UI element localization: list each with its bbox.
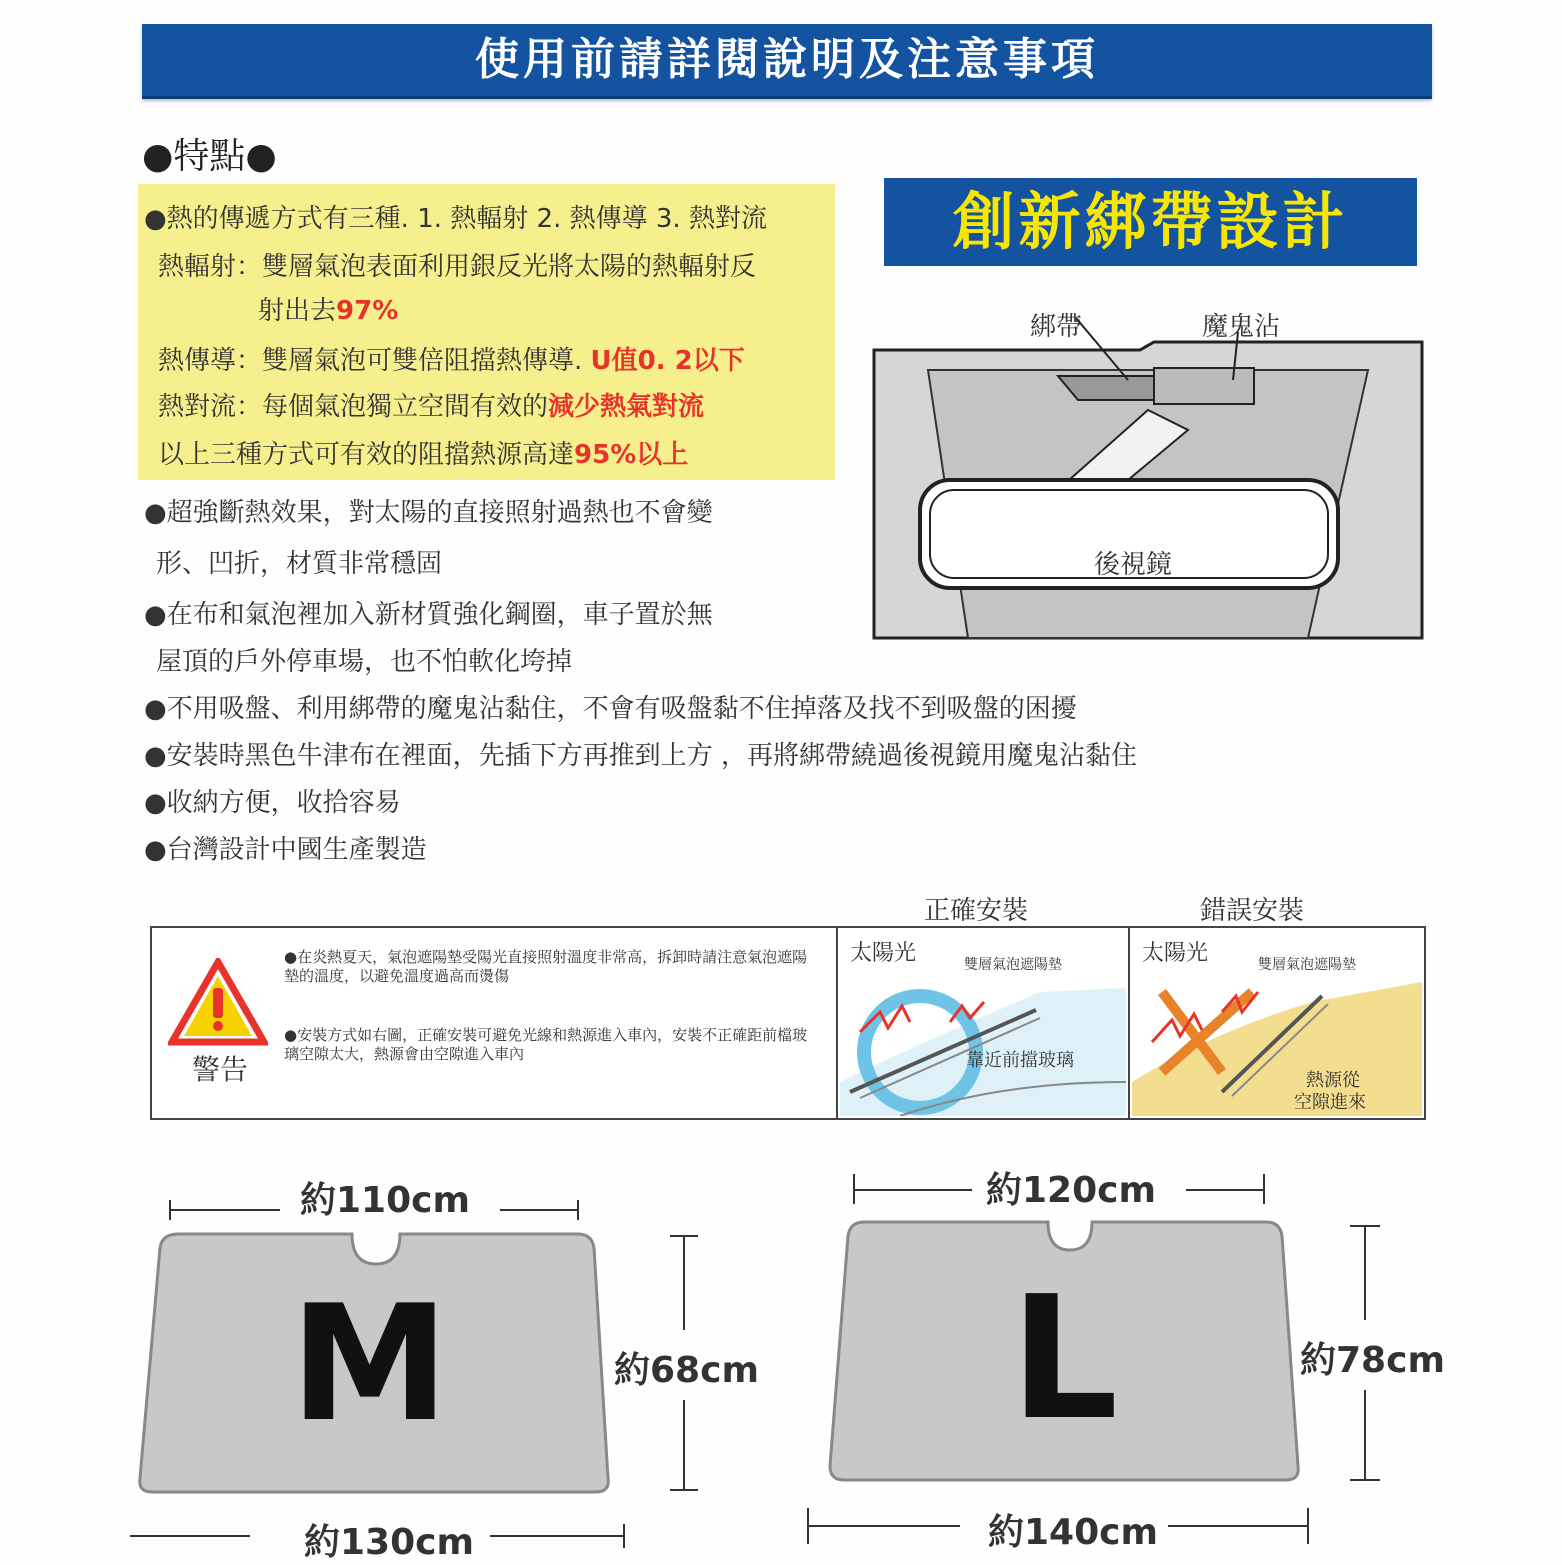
radiation-percent: 97% bbox=[336, 296, 399, 326]
feature-bullet: 形、凹折，材質非常穩固 bbox=[156, 549, 443, 579]
correct-install-title: 正確安裝 bbox=[924, 896, 1029, 926]
warning-label: 警告 bbox=[192, 1053, 249, 1086]
size-m-height: 約68cm bbox=[614, 1350, 759, 1391]
radiation-text: 射出去 bbox=[258, 296, 337, 326]
size-l-letter: L bbox=[1010, 1260, 1119, 1458]
features-title: ●特點● bbox=[142, 136, 277, 177]
summary-line bbox=[158, 434, 688, 471]
near-glass-label: 靠近前擋玻璃 bbox=[966, 1050, 1074, 1071]
convection-line bbox=[158, 386, 704, 423]
warning-box bbox=[150, 926, 1426, 1120]
correct-pad-label: 雙層氣泡遮陽墊 bbox=[964, 957, 1062, 973]
velcro-label: 魔鬼沾 bbox=[1202, 312, 1281, 342]
strap-design-title: 創新綁帶設計 bbox=[884, 178, 1417, 266]
radiation-line-cont bbox=[258, 290, 398, 327]
feature-bullet: ●台灣設計中國生產製造 bbox=[144, 835, 427, 865]
mirror-label: 後視鏡 bbox=[1094, 550, 1173, 580]
conduction-text: 熱傳導：雙層氣泡可雙倍阻擋熱傳導. bbox=[158, 346, 591, 376]
warning-text-2: ●安裝方式如右圖，正確安裝可避免光線和熱源進入車內，安裝不正確距前檔玻璃空隙太大，熱源會由空隙進入車內 bbox=[284, 1026, 808, 1063]
wrong-pad-label: 雙層氣泡遮陽墊 bbox=[1258, 957, 1356, 973]
size-m-bottom-width: 約130cm bbox=[304, 1522, 474, 1563]
wrong-sun-label: 太陽光 bbox=[1142, 941, 1209, 966]
correct-sun-label: 太陽光 bbox=[850, 941, 917, 966]
heat-gap-label-2: 空隙進來 bbox=[1294, 1092, 1366, 1113]
page-banner: 使用前請詳閱說明及注意事項 bbox=[142, 24, 1432, 99]
feature-bullet: ●不用吸盤、利用綁帶的魔鬼沾黏住，不會有吸盤黏不住掉落及找不到吸盤的困擾 bbox=[144, 694, 1077, 724]
rearview-mirror-illustration bbox=[868, 280, 1428, 644]
heat-transfer-box bbox=[138, 184, 835, 480]
warning-icon bbox=[168, 958, 268, 1048]
size-l-top-width: 約120cm bbox=[986, 1170, 1156, 1211]
feature-bullet: ●超強斷熱效果，對太陽的直接照射過熱也不會變 bbox=[144, 498, 713, 528]
heat-gap-label-1: 熱源從 bbox=[1306, 1070, 1360, 1091]
conduction-line bbox=[158, 340, 745, 377]
heat-transfer-intro: ●熱的傳遞方式有三種. 1. 熱輻射 2. 熱傳導 3. 熱對流 bbox=[144, 204, 767, 234]
size-m-letter: M bbox=[290, 1270, 450, 1457]
summary-text: 以上三種方式可有效的阻擋熱源高達 bbox=[158, 440, 575, 470]
feature-bullet: ●安裝時黑色牛津布在裡面，先插下方再推到上方 ，再將綁帶繞過後視鏡用魔鬼沾黏住 bbox=[144, 741, 1137, 771]
size-l-bottom-width: 約140cm bbox=[988, 1512, 1158, 1553]
feature-bullet: ●收納方便，收拾容易 bbox=[144, 788, 401, 818]
convection-highlight: 減少熱氣對流 bbox=[548, 392, 705, 422]
warning-text-1: ●在炎熱夏天，氣泡遮陽墊受陽光直接照射溫度非常高，拆卸時請注意氣泡遮陽墊的溫度，以避免溫度過高而燙傷 bbox=[284, 948, 808, 985]
convection-text: 熱對流：每個氣泡獨立空間有效的 bbox=[158, 392, 549, 422]
size-l-height: 約78cm bbox=[1300, 1340, 1445, 1381]
conduction-value: U值0. 2以下 bbox=[590, 346, 745, 376]
radiation-line: 熱輻射：雙層氣泡表面利用銀反光將太陽的熱輻射反 bbox=[158, 252, 757, 282]
wrong-install-title: 錯誤安裝 bbox=[1200, 896, 1305, 926]
size-m-top-width: 約110cm bbox=[300, 1180, 470, 1221]
feature-bullet: ●在布和氣泡裡加入新材質強化鋼圈，車子置於無 bbox=[144, 600, 713, 630]
strap-label: 綁帶 bbox=[1030, 312, 1083, 342]
feature-bullet: 屋頂的戶外停車場，也不怕軟化垮掉 bbox=[156, 647, 573, 677]
summary-percent: 95%以上 bbox=[574, 440, 689, 470]
